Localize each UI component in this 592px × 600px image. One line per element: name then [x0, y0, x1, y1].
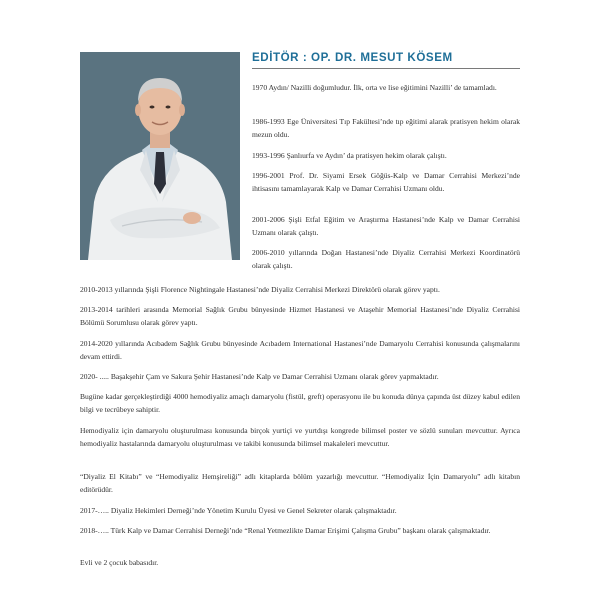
bio-paragraph: 2010-2013 yıllarında Şişli Florence Nightingale Hastanesi’nde Diyaliz Cerrahisi Merkezi Direktörü olarak görev yaptı. [80, 285, 440, 294]
title-divider [252, 68, 520, 69]
bio-paragraph: 2020- ..... Başakşehir Çam ve Sakura Şehir Hastanesi’nde Kalp ve Damar Cerrahisi Uzmanı olarak görev yapmaktadır. [80, 372, 439, 381]
bio-paragraph: 1993-1996 Şanlıurfa ve Aydın’ da pratisyen hekim olarak çalıştı. [252, 151, 447, 160]
bio-paragraph: Evli ve 2 çocuk babasıdır. [80, 558, 159, 567]
bio-paragraph: 2017-….. Diyaliz Hekimleri Derneği’nde Yönetim Kurulu Üyesi ve Genel Sekreter olarak çalışmaktadır. [80, 506, 397, 515]
bio-paragraph: 2013-2014 tarihleri arasında Memorial Sağlık Grubu bünyesinde Hizmet Hastanesi ve Ataşehir Memorial Hastanesi’nde Diyaliz Cerrahisi Bölümü Sorumlusu olarak görev yaptı. [80, 305, 520, 327]
bio-paragraph: 1970 Aydın/ Nazilli doğumludur. İlk, orta ve lise eğitimini Nazilli’ de tamamladı. [252, 83, 497, 92]
page-title: EDİTÖR : OP. DR. MESUT KÖSEM [252, 51, 453, 64]
bio-paragraph: 1996-2001 Prof. Dr. Siyami Ersek Göğüs-Kalp ve Damar Cerrahisi Merkezi’nde ihtisasını tamamlayarak Kalp ve Damar Cerrahisi Uzmanı oldu. [252, 171, 520, 193]
bio-paragraph: 2018-….. Türk Kalp ve Damar Cerrahisi Derneği’nde “Renal Yetmezlikte Damar Erişimi Çalışma Grubu” başkanı olarak çalışmaktadır. [80, 526, 491, 535]
bio-paragraph: 2001-2006 Şişli Etfal Eğitim ve Araştırma Hastanesi’nde Kalp ve Damar Cerrahisi Uzmanı olarak çalıştı. [252, 215, 520, 237]
bio-paragraph: 2006-2010 yıllarında Doğan Hastanesi’nde Diyaliz Cerrahisi Merkezi Koordinatörü olarak çalıştı. [252, 248, 520, 270]
bio-paragraph: 1986-1993 Ege Üniversitesi Tıp Fakültesi’nde tıp eğitimi alarak pratisyen hekim olarak mezun oldu. [252, 117, 520, 139]
bio-paragraph: Bugüne kadar gerçekleştirdiği 4000 hemodiyaliz amaçlı damaryolu (fistül, greft) operasyonu ile bu konuda dünya çapında üst düzey kabul edilen bilgi ve tecrübeye sahiptir. [80, 392, 520, 414]
bio-paragraph: 2014-2020 yıllarında Acıbadem Sağlık Grubu bünyesinde Acıbadem International Hastanesi’nde Damaryolu Cerrahisi konusunda çalışmalarını devam ettirdi. [80, 339, 520, 361]
bio-paragraph: “Diyaliz El Kitabı” ve “Hemodiyaliz Hemşireliği” adlı kitaplarda bölüm yazarlığı mevcuttur. “Hemodiyaliz İçin Damaryolu” adlı kitabın editörüdür. [80, 472, 520, 494]
bio-paragraph: Hemodiyaliz için damaryolu oluşturulması konusunda birçok yurtiçi ve yurtdışı kongrede bilimsel poster ve sözlü sunuları mevcuttur. Ayrıca hemodiyaliz hastalarında damaryolu oluşturulması ve takibi konusunda bilimsel makaleleri mevcuttur. [80, 426, 520, 448]
author-photo [80, 52, 240, 260]
